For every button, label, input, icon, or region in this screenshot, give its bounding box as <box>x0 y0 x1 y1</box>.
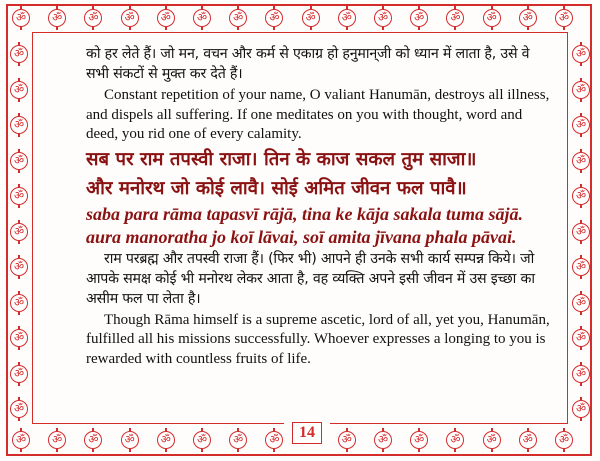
om-symbol-icon: ॐ <box>48 9 66 27</box>
om-symbol-icon: ॐ <box>12 431 30 449</box>
om-symbol-icon: ॐ <box>193 431 211 449</box>
om-symbol-icon: ॐ <box>572 329 590 347</box>
page-content <box>86 44 556 369</box>
om-symbol-icon: ॐ <box>555 9 573 27</box>
om-symbol-icon: ॐ <box>483 431 501 449</box>
om-symbol-icon: ॐ <box>519 431 537 449</box>
verse-hindi-line-2: और मनोरथ जो कोई लावै। सोई अमित जीवन फल पावै॥ <box>86 177 467 199</box>
om-symbol-icon: ॐ <box>446 9 464 27</box>
english-intro-paragraph: Constant repetition of your name, O valiant Hanumān, destroys all illness, and dispels all suffering. If one meditates on you with thought, word and deed, you rid one of every calamity. <box>86 87 550 142</box>
verse-transliteration-line-2: aura manoratha jo koī lāvai, soī amita jīvana phala pāvai. <box>86 226 517 247</box>
om-symbol-icon: ॐ <box>572 116 590 134</box>
om-symbol-icon: ॐ <box>483 9 501 27</box>
om-symbol-icon: ॐ <box>10 294 28 312</box>
om-symbol-icon: ॐ <box>572 187 590 205</box>
om-symbol-icon: ॐ <box>265 9 283 27</box>
om-symbol-icon: ॐ <box>555 431 573 449</box>
hindi-intro-paragraph: को हर लेते हैं। जो मन, वचन और कर्म से एकाग्र हो हनुमान्‌जी को ध्यान में लाता है, उसे वे सभी संकटों से मुक्त कर देते हैं। <box>86 46 530 82</box>
page-number: 14 <box>292 422 322 444</box>
om-symbol-icon: ॐ <box>10 400 28 418</box>
om-symbol-icon: ॐ <box>121 431 139 449</box>
om-symbol-icon: ॐ <box>10 152 28 170</box>
om-symbol-icon: ॐ <box>121 9 139 27</box>
english-meaning-paragraph: Though Rāma himself is a supreme ascetic, lord of all, yet you, Hanumān, fulfilled all his missions successfully. Whoever expresses a longing to you is rewarded with countless fruits of life. <box>86 311 550 367</box>
verse-hindi-line-1: सब पर राम तपस्वी राजा। तिन के काज सकल तुम साजा॥ <box>86 148 477 170</box>
om-symbol-icon: ॐ <box>338 431 356 449</box>
om-symbol-icon: ॐ <box>48 431 66 449</box>
om-symbol-icon: ॐ <box>10 45 28 63</box>
om-symbol-icon: ॐ <box>229 431 247 449</box>
om-symbol-icon: ॐ <box>302 9 320 27</box>
om-symbol-icon: ॐ <box>10 258 28 276</box>
om-symbol-icon: ॐ <box>10 365 28 383</box>
om-symbol-icon: ॐ <box>338 9 356 27</box>
hindi-meaning-paragraph: राम परब्रह्म और तपस्वी राजा हैं। (फिर भी) आपने ही उनके सभी कार्य सम्पन्न किये। जो आपके समक्ष कोई भी मनोरथ लेकर आता है, वह व्यक्ति अपने इसी जीवन में उस इच्छा का असीम फल पा लेता है। <box>86 250 535 307</box>
om-symbol-icon: ॐ <box>265 431 283 449</box>
om-symbol-icon: ॐ <box>10 223 28 241</box>
om-symbol-icon: ॐ <box>572 81 590 99</box>
om-symbol-icon: ॐ <box>572 152 590 170</box>
om-symbol-icon: ॐ <box>572 294 590 312</box>
om-symbol-icon: ॐ <box>84 9 102 27</box>
om-symbol-icon: ॐ <box>374 431 392 449</box>
om-symbol-icon: ॐ <box>229 9 247 27</box>
om-symbol-icon: ॐ <box>446 431 464 449</box>
om-symbol-icon: ॐ <box>193 9 211 27</box>
om-symbol-icon: ॐ <box>572 365 590 383</box>
om-symbol-icon: ॐ <box>374 9 392 27</box>
om-symbol-icon: ॐ <box>84 431 102 449</box>
om-symbol-icon: ॐ <box>410 9 428 27</box>
om-symbol-icon: ॐ <box>12 9 30 27</box>
om-symbol-icon: ॐ <box>157 431 175 449</box>
om-symbol-icon: ॐ <box>410 431 428 449</box>
om-symbol-icon: ॐ <box>157 9 175 27</box>
om-symbol-icon: ॐ <box>572 400 590 418</box>
om-symbol-icon: ॐ <box>572 223 590 241</box>
om-symbol-icon: ॐ <box>10 81 28 99</box>
verse-transliteration-line-1: saba para rāma tapasvī rājā, tina ke kāja sakala tuma sājā. <box>86 203 524 224</box>
om-symbol-icon: ॐ <box>572 258 590 276</box>
om-symbol-icon: ॐ <box>10 187 28 205</box>
om-symbol-icon: ॐ <box>10 116 28 134</box>
om-symbol-icon: ॐ <box>519 9 537 27</box>
om-symbol-icon: ॐ <box>572 45 590 63</box>
om-symbol-icon: ॐ <box>10 329 28 347</box>
